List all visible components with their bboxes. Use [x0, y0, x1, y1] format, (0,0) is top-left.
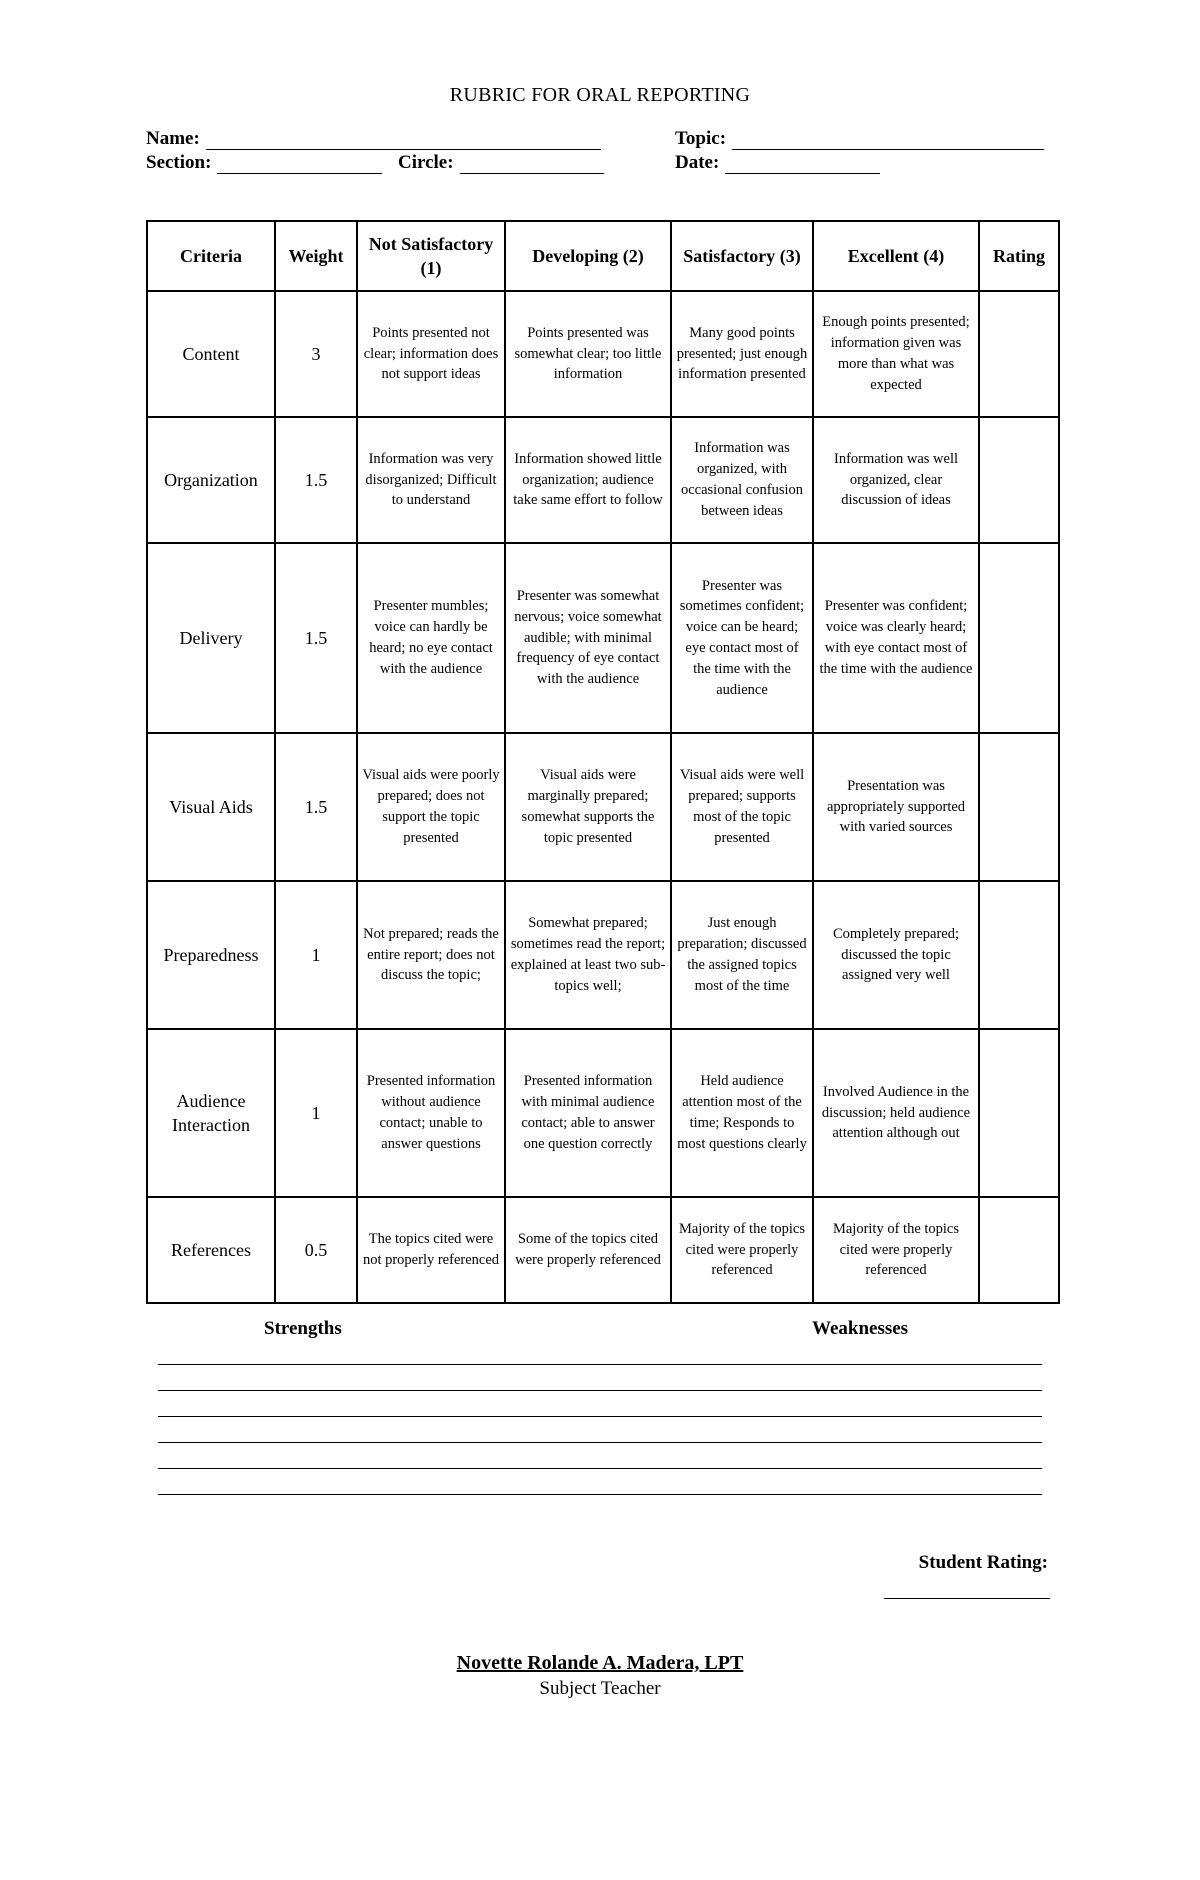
table-row — [147, 1029, 1059, 1197]
satisfactory-cell: Many good points presented; just enough information presented — [671, 291, 813, 417]
not-satisfactory-cell: Visual aids were poorly prepared; does not support the topic presented — [357, 733, 505, 881]
not-satisfactory-cell: Presenter mumbles; voice can hardly be heard; no eye contact with the audience — [357, 543, 505, 733]
section-label: Section: — [146, 152, 212, 173]
developing-cell: Presented information with minimal audience contact; able to answer one question correctly — [505, 1029, 671, 1197]
comment-line[interactable] — [158, 1364, 1042, 1365]
developing-cell: Points presented was somewhat clear; too little information — [505, 291, 671, 417]
comment-line[interactable] — [158, 1416, 1042, 1417]
circle-line[interactable] — [460, 155, 604, 174]
table-row — [147, 543, 1059, 733]
topic-field[interactable] — [675, 128, 1044, 150]
weight-cell: 1.5 — [275, 733, 357, 881]
name-line[interactable] — [206, 131, 601, 150]
weight-cell: 3 — [275, 291, 357, 417]
not-satisfactory-cell: The topics cited were not properly referenced — [357, 1197, 505, 1303]
rating-cell[interactable] — [979, 733, 1059, 881]
satisfactory-cell: Just enough preparation; discussed the assigned topics most of the time — [671, 881, 813, 1029]
rating-cell[interactable] — [979, 291, 1059, 417]
weaknesses-label: Weaknesses — [812, 1318, 909, 1339]
excellent-cell: Presenter was confident; voice was clearly heard; with eye contact most of the time with the audience — [813, 543, 979, 733]
criteria-cell: Organization — [147, 417, 275, 543]
table-row — [147, 733, 1059, 881]
name-label: Name: — [146, 128, 200, 149]
header-excellent: Excellent (4) — [813, 221, 979, 291]
document-title: RUBRIC FOR ORAL REPORTING — [449, 84, 751, 106]
comment-line[interactable] — [158, 1468, 1042, 1469]
strengths-label: Strengths — [264, 1318, 342, 1339]
excellent-cell: Majority of the topics cited were properly referenced — [813, 1197, 979, 1303]
excellent-cell: Completely prepared; discussed the topic assigned very well — [813, 881, 979, 1029]
circle-label: Circle: — [398, 152, 454, 173]
rating-cell[interactable] — [979, 417, 1059, 543]
criteria-cell: Visual Aids — [147, 733, 275, 881]
weight-cell: 1.5 — [275, 417, 357, 543]
student-rating-label: Student Rating: — [918, 1552, 1048, 1573]
header-not-satisfactory: Not Satisfactory (1) — [357, 221, 505, 291]
header-rating: Rating — [979, 221, 1059, 291]
date-line[interactable] — [725, 155, 880, 174]
criteria-cell: References — [147, 1197, 275, 1303]
header-row — [147, 221, 1059, 291]
table-row — [147, 881, 1059, 1029]
weight-cell: 1.5 — [275, 543, 357, 733]
table-row — [147, 417, 1059, 543]
excellent-cell: Information was well organized, clear discussion of ideas — [813, 417, 979, 543]
date-field[interactable] — [675, 152, 880, 174]
not-satisfactory-cell: Not prepared; reads the entire report; does not discuss the topic; — [357, 881, 505, 1029]
rating-cell[interactable] — [979, 881, 1059, 1029]
topic-label: Topic: — [675, 128, 727, 149]
criteria-cell: Preparedness — [147, 881, 275, 1029]
name-field[interactable] — [146, 128, 601, 150]
section-line[interactable] — [217, 155, 382, 174]
developing-cell: Somewhat prepared; sometimes read the report; explained at least two sub-topics well; — [505, 881, 671, 1029]
date-label: Date: — [675, 152, 720, 173]
table-row — [147, 1197, 1059, 1303]
student-rating-line[interactable] — [884, 1598, 1050, 1599]
rating-cell[interactable] — [979, 543, 1059, 733]
weight-cell: 1 — [275, 1029, 357, 1197]
teacher-role: Subject Teacher — [539, 1678, 661, 1699]
excellent-cell: Presentation was appropriately supported with varied sources — [813, 733, 979, 881]
section-field[interactable] — [146, 152, 382, 174]
table-row — [147, 291, 1059, 417]
comment-line[interactable] — [158, 1390, 1042, 1391]
circle-field[interactable] — [398, 152, 604, 174]
satisfactory-cell: Majority of the topics cited were properly referenced — [671, 1197, 813, 1303]
rating-cell[interactable] — [979, 1029, 1059, 1197]
topic-line[interactable] — [732, 131, 1044, 150]
not-satisfactory-cell: Points presented not clear; information does not support ideas — [357, 291, 505, 417]
not-satisfactory-cell: Presented information without audience contact; unable to answer questions — [357, 1029, 505, 1197]
satisfactory-cell: Visual aids were well prepared; supports most of the topic presented — [671, 733, 813, 881]
header-weight: Weight — [275, 221, 357, 291]
excellent-cell: Involved Audience in the discussion; held audience attention although out — [813, 1029, 979, 1197]
criteria-cell: Delivery — [147, 543, 275, 733]
developing-cell: Presenter was somewhat nervous; voice somewhat audible; with minimal frequency of eye contact with the audience — [505, 543, 671, 733]
weight-cell: 0.5 — [275, 1197, 357, 1303]
satisfactory-cell: Held audience attention most of the time; Responds to most questions clearly — [671, 1029, 813, 1197]
criteria-cell: Content — [147, 291, 275, 417]
rating-cell[interactable] — [979, 1197, 1059, 1303]
criteria-cell: Audience Interaction — [147, 1029, 275, 1197]
header-criteria: Criteria — [147, 221, 275, 291]
comment-line[interactable] — [158, 1494, 1042, 1495]
satisfactory-cell: Information was organized, with occasional confusion between ideas — [671, 417, 813, 543]
developing-cell: Some of the topics cited were properly referenced — [505, 1197, 671, 1303]
not-satisfactory-cell: Information was very disorganized; Difficult to understand — [357, 417, 505, 543]
rubric-table — [146, 220, 1060, 1304]
satisfactory-cell: Presenter was sometimes confident; voice can be heard; eye contact most of the time with the audience — [671, 543, 813, 733]
header-developing: Developing (2) — [505, 221, 671, 291]
comment-line[interactable] — [158, 1442, 1042, 1443]
header-satisfactory: Satisfactory (3) — [671, 221, 813, 291]
developing-cell: Visual aids were marginally prepared; somewhat supports the topic presented — [505, 733, 671, 881]
developing-cell: Information showed little organization; audience take same effort to follow — [505, 417, 671, 543]
teacher-name: Novette Rolande A. Madera, LPT — [456, 1652, 744, 1674]
weight-cell: 1 — [275, 881, 357, 1029]
excellent-cell: Enough points presented; information given was more than what was expected — [813, 291, 979, 417]
